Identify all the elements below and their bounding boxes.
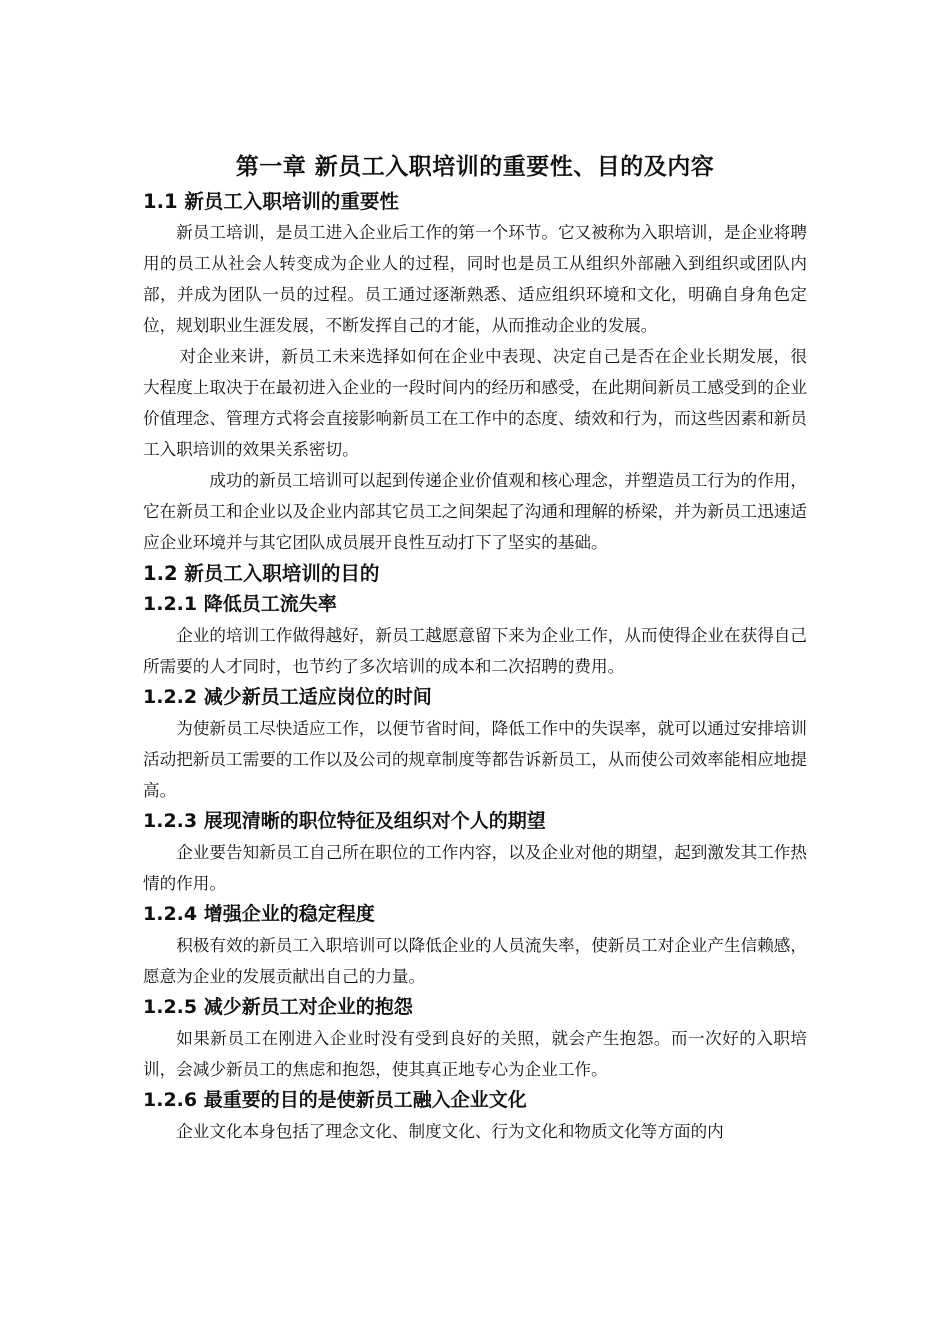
section-heading-1-2: 1.2 新员工入职培训的目的 [143, 562, 380, 585]
subsection-heading-1-2-3: 1.2.3 展现清晰的职位特征及组织对个人的期望 [143, 810, 546, 832]
paragraph: 企业文化本身包括了理念文化、制度文化、行为文化和物质文化等方面的内 [176, 1122, 724, 1141]
subsection-heading-1-2-5: 1.2.5 减少新员工对企业的抱怨 [143, 996, 413, 1018]
subsection-heading-1-2-2: 1.2.2 减少新员工适应岗位的时间 [143, 686, 432, 708]
subsection-heading-1-2-1: 1.2.1 降低员工流失率 [143, 593, 337, 615]
paragraph: 成功的新员工培训可以起到传递企业价值观和核心理念，并塑造员工行为的作用，它在新员工和企业以及企业内部其它员工之间架起了沟通和理解的桥梁，并为新员工迅速适应企业环境并与其它团队成员展开良性互动打下了坚实的基础。 [143, 471, 807, 552]
subsection-heading-1-2-4: 1.2.4 增强企业的稳定程度 [143, 903, 375, 925]
paragraph: 企业要告知新员工自己所在职位的工作内容，以及企业对他的期望，起到激发其工作热情的作用。 [143, 843, 807, 893]
paragraph: 对企业来讲，新员工未来选择如何在企业中表现、决定自己是否在企业长期发展，很大程度上取决于在最初进入企业的一段时间内的经历和感受，在此期间新员工感受到的企业价值理念、管理方式将会直接影响新员工在工作中的态度、绩效和行为，而这些因素和新员工入职培训的效果关系密切。 [143, 347, 807, 459]
paragraph: 如果新员工在刚进入企业时没有受到良好的关照，就会产生抱怨。而一次好的入职培训，会减少新员工的焦虑和抱怨，使其真正地专心为企业工作。 [143, 1029, 807, 1079]
paragraph: 为使新员工尽快适应工作，以便节省时间，降低工作中的失误率，就可以通过安排培训活动把新员工需要的工作以及公司的规章制度等都告诉新员工，从而使公司效率能相应地提高。 [143, 719, 807, 800]
paragraph: 新员工培训，是员工进入企业后工作的第一个环节。它又被称为入职培训，是企业将聘用的员工从社会人转变成为企业人的过程，同时也是员工从组织外部融入到组织或团队内部，并成为团队一员的过程。员工通过逐渐熟悉、适应组织环境和文化，明确自身角色定位，规划职业生涯发展，不断发挥自己的才能，从而推动企业的发展。 [143, 223, 807, 335]
subsection-heading-1-2-6: 1.2.6 最重要的目的是使新员工融入企业文化 [143, 1089, 527, 1111]
chapter-title: 第一章 新员工入职培训的重要性、目的及内容 [235, 154, 715, 180]
section-heading-1-1: 1.1 新员工入职培训的重要性 [143, 190, 399, 213]
paragraph: 积极有效的新员工入职培训可以降低企业的人员流失率，使新员工对企业产生信赖感，愿意为企业的发展贡献出自己的力量。 [143, 936, 807, 986]
paragraph: 企业的培训工作做得越好，新员工越愿意留下来为企业工作，从而使得企业在获得自己所需要的人才同时，也节约了多次培训的成本和二次招聘的费用。 [143, 626, 807, 676]
